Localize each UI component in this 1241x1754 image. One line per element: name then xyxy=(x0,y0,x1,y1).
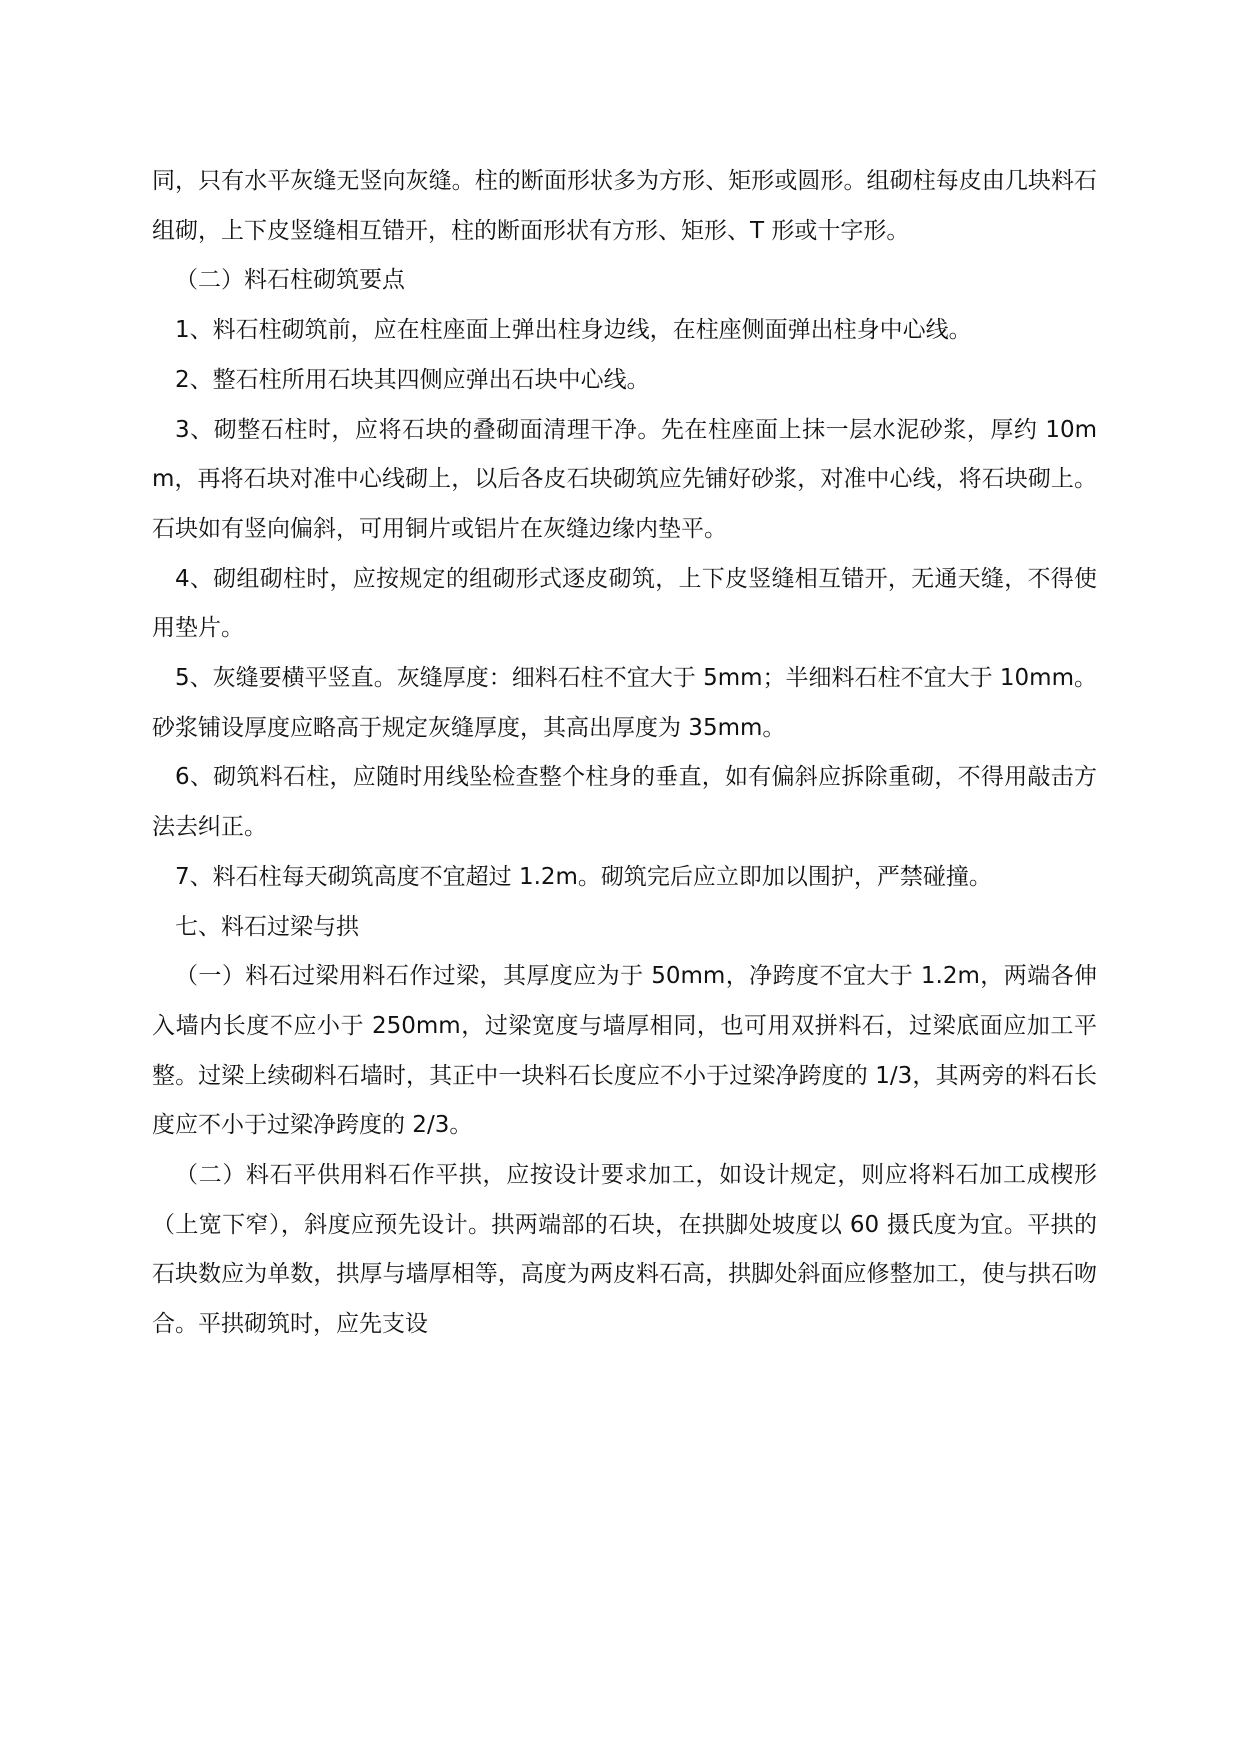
paragraph-continuation: 同，只有水平灰缝无竖向灰缝。柱的断面形状多为方形、矩形或圆形。组砌柱每皮由几块料石组砌，上下皮竖缝相互错开，柱的断面形状有方形、矩形、T 形或十字形。 xyxy=(152,168,1097,244)
list-item-1: 1、料石柱砌筑前，应在柱座面上弹出柱身边线，在柱座侧面弹出柱身中心线。 xyxy=(175,317,972,344)
paragraph-lintel: （一）料石过梁用料石作过梁，其厚度应为于 50mm，净跨度不宜大于 1.2m，两端各伸入墙内长度不应小于 250mm，过梁宽度与墙厚相同，也可用双拼料石，过梁底面应加工平整。过梁上续砌料石墙时，其正中一块料石长度应不小于过梁净跨度的 1/3，其两旁的料石长度应不小于过梁净跨度的 2/3。 xyxy=(152,963,1097,1139)
list-item-2: 2、整石柱所用石块其四侧应弹出石块中心线。 xyxy=(175,366,650,393)
document-body xyxy=(152,157,1097,1350)
list-item-6: 6、砌筑料石柱，应随时用线坠检查整个柱身的垂直，如有偏斜应拆除重砌，不得用敲击方法去纠正。 xyxy=(152,764,1097,841)
paragraph-flat-arch: （二）料石平供用料石作平拱，应按设计要求加工，如设计规定，则应将料石加工成楔形（上宽下窄），斜度应预先设计。拱两端部的石块，在拱脚处坡度以 60 摄氏度为宜。平拱的石块数应为单数，拱厚与墙厚相等，高度为两皮料石高，拱脚处斜面应修整加工，使与拱石吻合。平拱砌筑时，应先支设 xyxy=(152,1162,1097,1338)
list-item-3: 3、砌整石柱时，应将石块的叠砌面清理干净。先在柱座面上抹一层水泥砂浆，厚约 10mm，再将石块对准中心线砌上，以后各皮石块砌筑应先铺好砂浆，对准中心线，将石块砌上。石块如有竖向偏斜，可用铜片或铝片在灰缝边缘内垫平。 xyxy=(152,416,1097,542)
list-item-5: 5、灰缝要横平竖直。灰缝厚度：细料石柱不宜大于 5mm；半细料石柱不宜大于 10mm。砂浆铺设厚度应略高于规定灰缝厚度，其高出厚度为 35mm。 xyxy=(152,665,1097,741)
list-item-7: 7、料石柱每天砌筑高度不宜超过 1.2m。砌筑完后应立即加以围护，严禁碰撞。 xyxy=(175,863,992,890)
section-heading-lintel-and-arch: 七、料石过梁与拱 xyxy=(175,913,359,940)
section-heading-stone-column-points: （二）料石柱砌筑要点 xyxy=(175,267,405,294)
list-item-4: 4、砌组砌柱时，应按规定的组砌形式逐皮砌筑，上下皮竖缝相互错开，无通天缝，不得使用垫片。 xyxy=(152,565,1097,642)
